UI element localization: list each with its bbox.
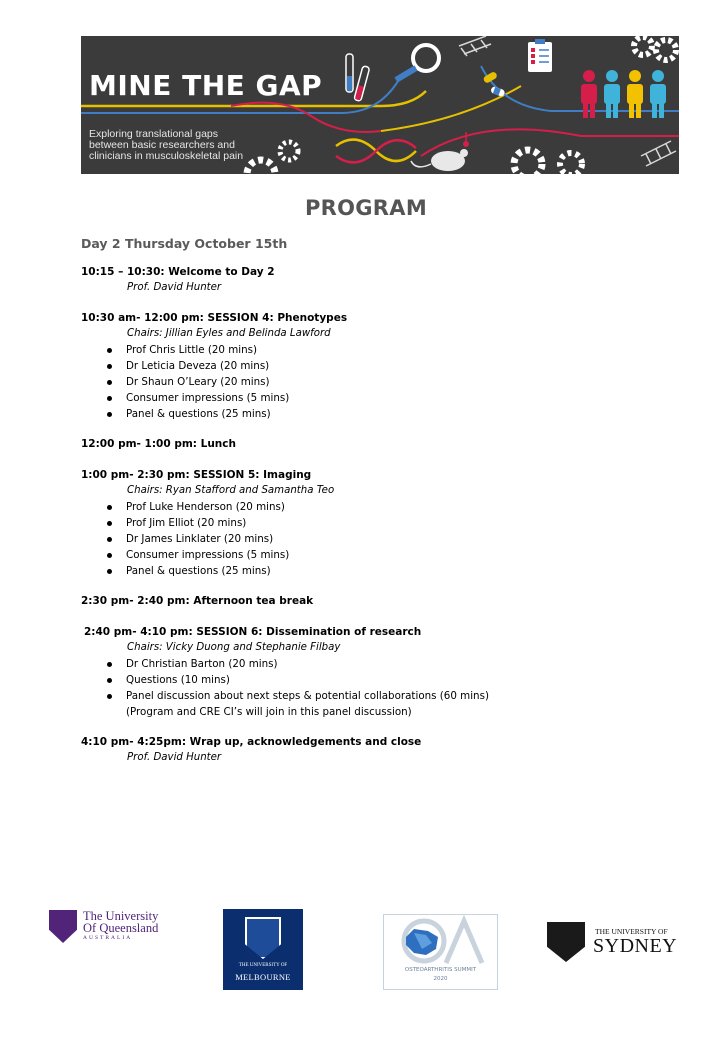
session-chairs: Chairs: Ryan Stafford and Samantha Teo <box>127 485 335 496</box>
list-item: Dr Shaun O’Leary (20 mins) <box>107 374 347 390</box>
list-item: Prof Chris Little (20 mins) <box>107 342 347 358</box>
list-item: Dr James Linklater (20 mins) <box>107 531 334 547</box>
session-note: (Program and CRE CI’s will join in this panel discussion) <box>126 706 412 718</box>
session-block <box>81 467 334 579</box>
session-time: 10:15 – 10:30: Welcome to Day 2 <box>81 266 275 278</box>
list-item: Prof Jim Elliot (20 mins) <box>107 515 334 531</box>
oa-summit-logo: OSTEOARTHRITIS SUMMIT 2020 <box>383 914 498 990</box>
session-block <box>84 624 489 720</box>
sydney-crest-icon <box>547 922 585 962</box>
list-item: Prof Luke Henderson (20 mins) <box>107 499 334 515</box>
session-list <box>81 499 334 579</box>
list-item: Panel & questions (25 mins) <box>107 406 347 422</box>
session-block <box>81 264 275 296</box>
melbourne-crest-icon <box>245 917 281 959</box>
banner-title: MINE THE GAP <box>89 69 323 102</box>
session-block <box>81 734 421 766</box>
list-item: Dr Christian Barton (20 mins) <box>107 656 489 672</box>
list-item: Consumer impressions (5 mins) <box>107 547 334 563</box>
session-chairs: Chairs: Vicky Duong and Stephanie Filbay <box>127 642 341 653</box>
page-title: PROGRAM <box>304 196 428 220</box>
session-time: 4:10 pm- 4:25pm: Wrap up, acknowledgements and close <box>81 736 422 748</box>
session-time: 2:30 pm- 2:40 pm: Afternoon tea break <box>81 595 314 607</box>
session-block <box>81 593 313 609</box>
session-time: 2:40 pm- 4:10 pm: SESSION 6: Dissemination of research <box>84 626 422 638</box>
mouse-icon <box>431 151 465 171</box>
list-item: Panel discussion about next steps & potential collaborations (60 mins) <box>107 688 489 704</box>
session-time: 12:00 pm- 1:00 pm: Lunch <box>81 438 236 450</box>
uq-wordmark: The University Of Queensland AUSTRALIA <box>83 909 159 941</box>
session-block <box>81 436 236 452</box>
session-list <box>84 656 489 704</box>
session-block <box>81 310 347 422</box>
session-speaker: Prof. David Hunter <box>127 752 222 763</box>
banner <box>81 36 679 174</box>
session-chairs: Chairs: Jillian Eyles and Belinda Lawford <box>127 328 331 339</box>
session-speaker: Prof. David Hunter <box>127 282 222 293</box>
list-item: Dr Leticia Deveza (20 mins) <box>107 358 347 374</box>
banner-subtitle: Exploring translational gaps between basic researchers and clinicians in musculoskeletal pain <box>89 128 244 162</box>
dna-icon <box>336 140 416 163</box>
day-heading: Day 2 Thursday October 15th <box>81 236 288 251</box>
session-time: 1:00 pm- 2:30 pm: SESSION 5: Imaging <box>81 469 312 481</box>
session-list <box>81 342 347 422</box>
magnifier-icon <box>413 45 439 71</box>
list-item: Questions (10 mins) <box>107 672 489 688</box>
oa-mark-icon <box>384 915 497 967</box>
melbourne-logo: THE UNIVERSITY OF MELBOURNE <box>223 909 303 990</box>
session-time: 10:30 am- 12:00 pm: SESSION 4: Phenotypes <box>81 312 348 324</box>
list-item: Consumer impressions (5 mins) <box>107 390 347 406</box>
uq-logo <box>49 910 184 948</box>
sydney-logo: THE UNIVERSITY OF SYDNEY <box>543 912 678 972</box>
uq-crest-icon <box>49 910 77 943</box>
list-item: Panel & questions (25 mins) <box>107 563 334 579</box>
